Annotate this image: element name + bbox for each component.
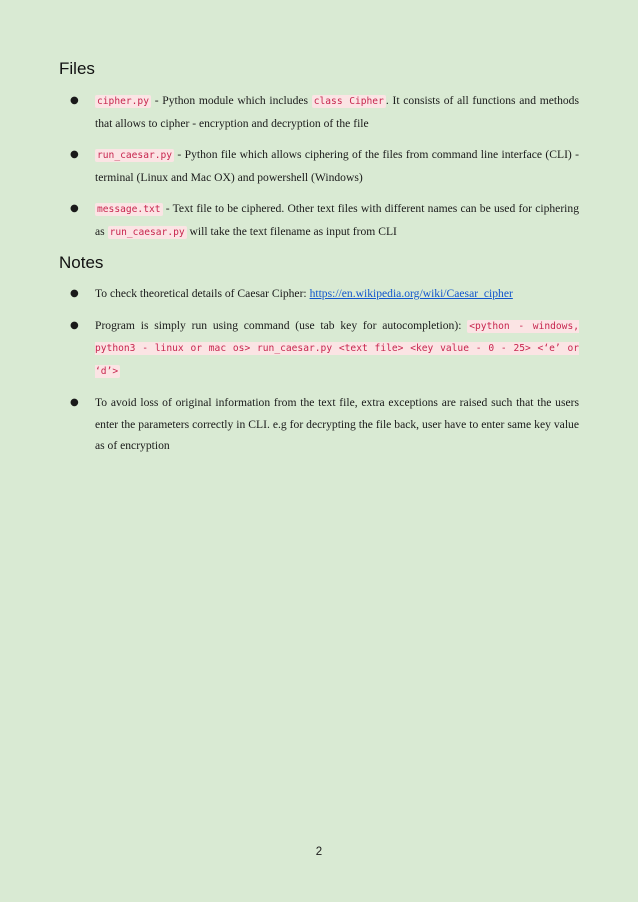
list-item bbox=[59, 144, 579, 188]
list-item bbox=[59, 315, 579, 383]
files-list bbox=[59, 90, 579, 253]
bullet-icon: ● bbox=[70, 319, 79, 331]
list-item bbox=[59, 198, 579, 243]
list-item bbox=[59, 90, 579, 134]
item-text: Program is simply run using command (use tab key for autocompletion): bbox=[95, 318, 468, 332]
item-text: will take the text filename as input from CLI bbox=[186, 224, 397, 238]
inline-code: message.txt bbox=[97, 204, 161, 215]
inline-code: run_caesar.py bbox=[97, 150, 173, 161]
files-heading: Files bbox=[59, 59, 95, 78]
item-text: To avoid loss of original information from the text file, extra exceptions are raised such that the users enter the parameters correctly in CLI. e.g for decrypting the file back, user have to enter same key value as of encryption bbox=[95, 396, 579, 452]
inline-code: run_caesar.py bbox=[109, 226, 185, 238]
notes-heading: Notes bbox=[59, 253, 104, 272]
item-text: - Python file which allows ciphering of the files from command line interface (CLI) - terminal (Linux and Mac OX) and powershell (Windows) bbox=[95, 148, 579, 184]
item-text: - Python module which includes bbox=[150, 94, 312, 107]
wikipedia-link[interactable]: https://en.wikipedia.org/wiki/Caesar_cipher bbox=[309, 287, 513, 300]
bullet-icon: ● bbox=[70, 397, 79, 408]
item-text: - Text file to be ciphered. Other text files with different names can be used for ciphering as bbox=[95, 202, 579, 238]
list-item bbox=[59, 392, 579, 457]
inline-code: class Cipher bbox=[313, 96, 384, 107]
bullet-icon: ● bbox=[70, 288, 79, 299]
item-text: To check theoretical details of Caesar Cipher: bbox=[95, 287, 310, 300]
bullet-icon: ● bbox=[70, 203, 79, 214]
list-item bbox=[59, 283, 579, 305]
bullet-icon: ● bbox=[70, 95, 79, 106]
notes-list bbox=[59, 283, 579, 467]
command-code: <python - windows, python3 - linux or mac os> run_caesar.py <text file> <key value - 0 - 25> <‘e’ or ‘d’> bbox=[95, 320, 579, 377]
item-text: . It consists of all functions and methods that allows to cipher - encryption and decryption of the file bbox=[95, 94, 579, 130]
bullet-icon: ● bbox=[70, 149, 79, 160]
page-number: 2 bbox=[315, 846, 323, 858]
inline-code: cipher.py bbox=[97, 96, 149, 107]
